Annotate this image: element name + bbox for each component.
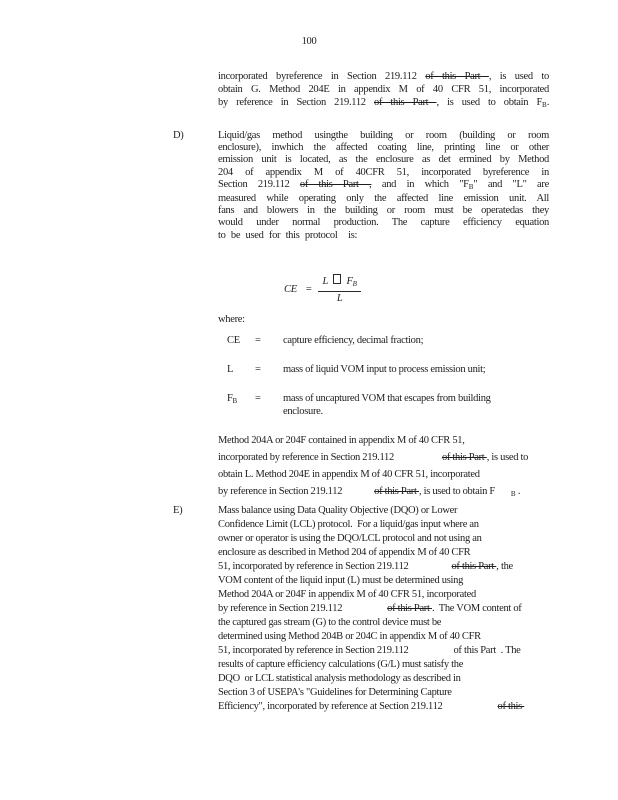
text-segment: F xyxy=(344,276,353,287)
definition-row xyxy=(227,392,549,418)
subscript: B xyxy=(352,280,357,288)
text-line: Mass balance using Data Quality Objective (DQO) or Lower xyxy=(218,505,458,516)
paragraph-continuation xyxy=(218,70,549,112)
text-line: would under normal production. The capture efficiency equation xyxy=(218,217,549,229)
text-line: Method 204A or 204F contained in appendix M of 40 CFR 51, xyxy=(218,435,465,446)
equation-lhs: CE xyxy=(284,284,297,295)
definition-term: L xyxy=(227,364,234,375)
text-line: to be used for this protocol is: xyxy=(218,229,358,241)
definitions-table xyxy=(227,334,549,434)
struck-text: of this Part , xyxy=(299,178,372,190)
definition-text: mass of liquid VOM input to process emission unit; xyxy=(283,364,486,375)
text-line: Confidence Limit (LCL) protocol. For a liquid/gas input where an xyxy=(218,519,479,530)
fraction-denominator: L xyxy=(336,293,343,304)
struck-text: of this xyxy=(497,701,525,712)
text-line: obtain G. Method 204E in appendix M of 40 CFR 51, incorporated xyxy=(218,84,549,95)
definition-text: capture efficiency, decimal fraction; xyxy=(283,335,424,346)
text-line: incorporated byreference in Section 219.112 of this Part , is used to xyxy=(218,71,549,82)
equals-sign: = xyxy=(305,284,312,295)
struck-text: of this Part xyxy=(425,71,489,82)
text-segment: L xyxy=(322,276,331,287)
blank-gap xyxy=(495,493,511,494)
equals-sign: = xyxy=(255,393,261,404)
text-line: by reference in Section 219.112 of this Part , is used to obtain F $_B$ . xyxy=(218,486,521,498)
blank-gap xyxy=(408,568,451,569)
subscript: B xyxy=(232,397,238,405)
text-line: results of capture efficiency calculations (G/L) must satisfy the xyxy=(218,659,464,670)
text-line: measured while operating only the affected line emission unit. All xyxy=(218,193,549,205)
definition-term: $F_B$ xyxy=(227,393,238,405)
struck-text: of this Part xyxy=(441,452,487,463)
definition-text: mass of uncaptured VOM that escapes from building enclosure. xyxy=(283,393,491,417)
blank-gap xyxy=(394,459,442,460)
fraction xyxy=(318,274,360,305)
text-line: DQO or LCL statistical analysis methodology as described in xyxy=(218,673,461,684)
paragraph-method-204 xyxy=(218,432,563,503)
text-line: Method 204A or 204F in appendix M of 40 CFR 51, incorporated xyxy=(218,589,476,600)
text-line: Liquid/gas method usingthe building or room (building or room xyxy=(218,130,549,141)
equals-sign: = xyxy=(255,364,261,375)
equals-sign: = xyxy=(255,335,261,346)
fraction-numerator xyxy=(318,274,360,292)
text-line: fans and blowers in the building or room must be operatedas they xyxy=(218,205,549,217)
blank-gap xyxy=(342,610,387,611)
section-e xyxy=(173,504,573,714)
text-line: VOM content of the liquid input (L) must be determined using xyxy=(218,575,464,586)
section-e-label: E) xyxy=(173,505,183,516)
text-line: determined using Method 204B or 204C in appendix M of 40 CFR xyxy=(218,631,481,642)
section-d-body xyxy=(218,130,549,242)
text-line: by reference in Section 219.112 of this Part , is used to obtain $F_B$. xyxy=(218,97,550,109)
struck-text: of this Part xyxy=(451,561,497,572)
text-line: 51, incorporated by reference in Section 219.112 of this Part , the xyxy=(218,561,513,572)
definition-term: CE xyxy=(227,335,240,346)
page-number: 100 xyxy=(301,36,317,47)
text-line: enclosure as described in Method 204 of appendix M of 40 CFR xyxy=(218,547,471,558)
section-d-label: D) xyxy=(173,130,184,141)
blank-gap xyxy=(408,652,453,653)
missing-glyph-box xyxy=(333,274,341,284)
text-line: Section 3 of USEPA's "Guidelines for Determining Capture xyxy=(218,687,452,698)
blank-gap xyxy=(443,708,498,709)
struck-text: of this Part xyxy=(387,603,432,614)
where-label: where: xyxy=(218,314,245,325)
text-line: the captured gas stream (G) to the control device must be xyxy=(218,617,442,628)
definition-row xyxy=(227,363,549,376)
capture-efficiency-equation xyxy=(284,274,361,305)
text-line: owner or operator is using the DQO/LCL protocol and not using an xyxy=(218,533,482,544)
struck-text: of this Part xyxy=(374,97,437,108)
text-line: emission unit is located, as the enclosure as det ermined by Method xyxy=(218,154,549,166)
section-d xyxy=(173,130,553,242)
blank-gap xyxy=(342,493,374,494)
subscript: B xyxy=(542,101,547,109)
subscript: B xyxy=(510,490,516,498)
subscript: B xyxy=(468,182,474,191)
text-line: Efficiency", incorporated by reference at Section 219.112 of this xyxy=(218,701,525,712)
text-line: 51, incorporated by reference in Section 219.112 of this Part . The xyxy=(218,645,521,656)
text-line: incorporated by reference in Section 219.112 of this Part , is used to xyxy=(218,452,529,463)
text-line: obtain L. Method 204E in appendix M of 40 CFR 51, incorporated xyxy=(218,469,480,480)
struck-text: of this Part xyxy=(374,486,419,497)
text-line: by reference in Section 219.112 of this Part . The VOM content of xyxy=(218,603,522,614)
definition-row xyxy=(227,334,549,347)
section-e-body xyxy=(218,504,563,714)
text-line: enclosure), inwhich the affected coating line, printing line or other xyxy=(218,142,549,154)
text-line: Section 219.112 of this Part , and in which "$F_B$" and "L" are xyxy=(218,178,549,191)
text-line: 204 of appendix M of 40CFR 51, incorporated byreference in xyxy=(218,166,549,178)
